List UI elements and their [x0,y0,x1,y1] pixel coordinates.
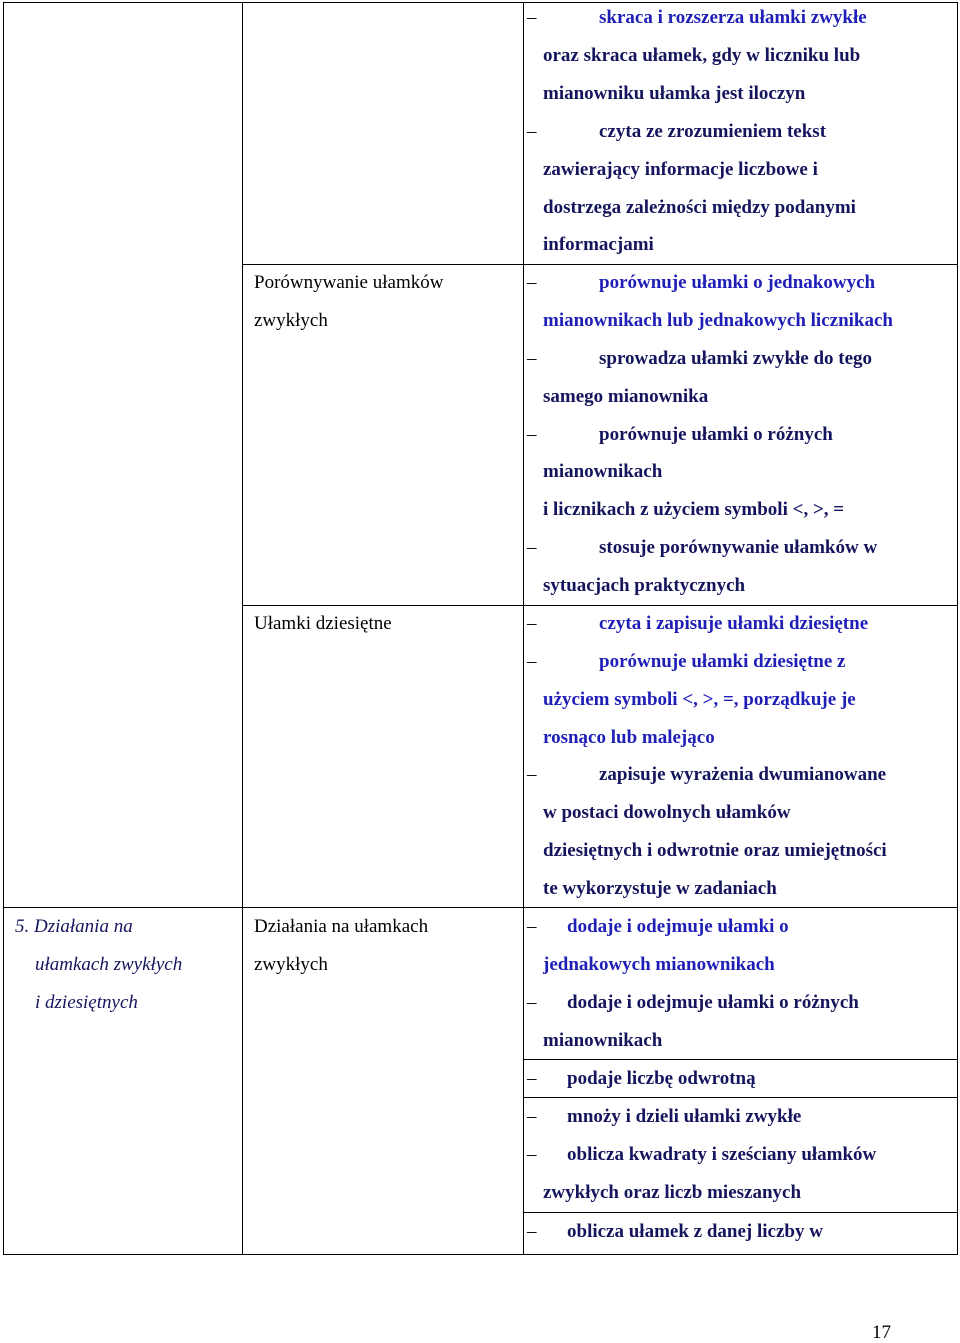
row-divider-section5 [3,907,958,908]
bullet-dash: – [527,916,537,937]
topic-comparison-line-1: Porównywanie ułamków [254,272,444,293]
table-col-divider-1 [242,2,243,1255]
table-border-right [957,2,958,1255]
requirement-line: zwykłych oraz liczb mieszanych [543,1182,802,1203]
topic-operations-line-2: zwykłych [254,954,328,975]
requirement-line: oraz skraca ułamek, gdy w liczniku lub [543,45,861,66]
requirement-line: mianownikach [543,461,663,482]
bullet-dash: – [527,1068,537,1089]
requirement-line: informacjami [543,234,654,255]
bullet-dash: – [527,272,537,293]
requirement-line: rosnąco lub malejąco [543,727,715,748]
bullet-dash: – [527,1221,537,1242]
requirement-line: czyta ze zrozumieniem tekst [599,121,827,142]
requirement-line: dodaje i odejmuje ułamki o różnych [567,992,859,1013]
bullet-dash: – [527,992,537,1013]
requirement-line: sprowadza ułamki zwykłe do tego [599,348,873,369]
bullet-dash: – [527,1144,537,1165]
requirement-line: mianownikach [543,1030,663,1051]
requirement-line: użyciem symboli <, >, =, porządkuje je [543,689,856,710]
row-divider-ops-1 [523,1059,958,1060]
requirement-line: mnoży i dzieli ułamki zwykłe [567,1106,802,1127]
requirement-line: oblicza kwadraty i sześciany ułamków [567,1144,877,1165]
bullet-dash: – [527,7,537,28]
requirement-line: porównuje ułamki dziesiętne z [599,651,846,672]
requirement-line: zapisuje wyrażenia dwumianowane [599,764,887,785]
requirement-line: te wykorzystuje w zadaniach [543,878,777,899]
requirement-line: sytuacjach praktycznych [543,575,746,596]
row-divider-comparison [242,264,958,265]
topic-comparison-line-2: zwykłych [254,310,328,331]
requirement-line: mianownikach lub jednakowych licznikach [543,310,893,331]
bullet-dash: – [527,613,537,634]
requirement-line: stosuje porównywanie ułamków w [599,537,878,558]
bullet-dash: – [527,348,537,369]
requirement-line: porównuje ułamki o jednakowych [599,272,876,293]
requirement-line: w postaci dowolnych ułamków [543,802,791,823]
bullet-dash: – [527,424,537,445]
requirement-line: czyta i zapisuje ułamki dziesiętne [599,613,869,634]
bullet-dash: – [527,764,537,785]
row-divider-ops-2 [523,1097,958,1098]
section-title-line-1: 5. Działania na [15,916,133,937]
requirement-line: zawierający informacje liczbowe i [543,159,818,180]
table-border-bottom [3,1254,958,1255]
requirement-line: dostrzega zależności między podanymi [543,197,856,218]
bullet-dash: – [527,537,537,558]
requirement-line: skraca i rozszerza ułamki zwykłe [599,7,867,28]
requirement-line: dodaje i odejmuje ułamki o [567,916,789,937]
row-divider-decimal [242,605,958,606]
requirement-line: podaje liczbę odwrotną [567,1068,756,1089]
requirement-line: dziesiętnych i odwrotnie oraz umiejętności [543,840,887,861]
bullet-dash: – [527,1106,537,1127]
table-col-divider-2 [523,2,524,1255]
page-number: 17 [872,1322,891,1343]
section-title-line-3: i dziesiętnych [35,992,138,1013]
requirement-line: mianowniku ułamka jest iloczyn [543,83,806,104]
table-border-left [3,2,4,1255]
table-border-top [3,2,958,3]
bullet-dash: – [527,651,537,672]
requirement-line: oblicza ułamek z danej liczby w [567,1221,823,1242]
requirement-line: jednakowych mianownikach [543,954,775,975]
bullet-dash: – [527,121,537,142]
requirement-line: samego mianownika [543,386,709,407]
section-title-line-2: ułamkach zwykłych [35,954,183,975]
topic-decimal-line-1: Ułamki dziesiętne [254,613,392,634]
requirement-line: porównuje ułamki o różnych [599,424,833,445]
row-divider-ops-3 [523,1212,958,1213]
requirement-line: i licznikach z użyciem symboli <, >, = [543,499,845,520]
topic-operations-line-1: Działania na ułamkach [254,916,429,937]
